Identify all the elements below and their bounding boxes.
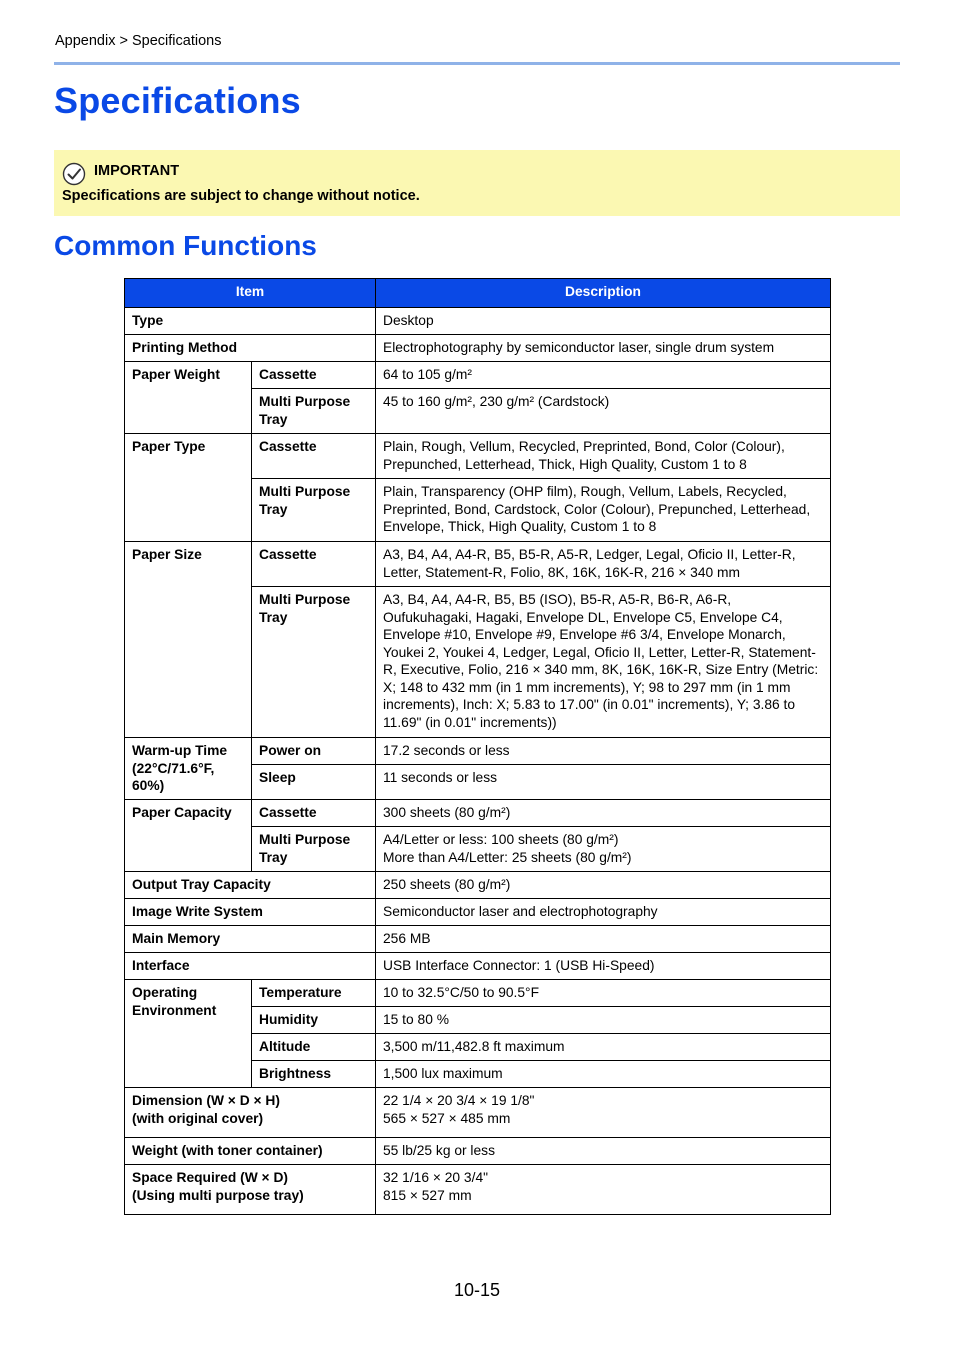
sub-item-cell: Multi Purpose Tray: [252, 479, 376, 542]
table-row: [125, 872, 831, 899]
table-row: [125, 899, 831, 926]
sub-item-cell: Cassette: [252, 800, 376, 827]
page-number: 10-15: [453, 1280, 501, 1300]
description-cell: 22 1/4 × 20 3/4 × 19 1/8" 565 × 527 × 485 mm: [376, 1088, 831, 1138]
important-label: IMPORTANT: [94, 163, 180, 179]
description-cell: A3, B4, A4, A4-R, B5, B5 (ISO), B5-R, A5-R, B6-R, A6-R, Oufukuhagaki, Hagaki, Envelope DL, Envelope C5, Envelope C4, Envelope #10, Envelope #9, Envelope #6 3/4, Envelope Monarch, Youkei 2, Youkei 4, Ledger, Legal, Oficio II, Letter, Letter-R, Statement-R, Executive, Folio, 216 × 340 mm, 8K, 16K, 16K-R, Size Entry (Metric: X; 148 to 432 mm (in 1 mm increments), Y; 98 to 297 mm (in 1 mm increments), Inch: X; 5.83 to 17.00" (in 0.01" increments), Y; 3.86 to 11.69" (in 0.01" increments)): [376, 587, 831, 738]
table-row: [125, 1088, 831, 1138]
item-cell: Printing Method: [125, 335, 376, 362]
sub-item-cell: Temperature: [252, 980, 376, 1007]
description-cell: 256 MB: [376, 926, 831, 953]
section-title: Common Functions: [54, 230, 317, 261]
breadcrumb: Appendix > Specifications: [55, 33, 222, 49]
important-text: Specifications are subject to change without notice.: [62, 188, 420, 204]
description-cell: 15 to 80 %: [376, 1007, 831, 1034]
table-row: [125, 800, 831, 827]
item-cell: Paper Size: [125, 542, 252, 738]
description-cell: 11 seconds or less: [376, 765, 831, 800]
description-cell: Electrophotography by semiconductor laser, single drum system: [376, 335, 831, 362]
item-cell: Paper Weight: [125, 362, 252, 434]
table-row: [125, 953, 831, 980]
item-cell: Main Memory: [125, 926, 376, 953]
table-row: [125, 434, 831, 479]
sub-item-cell: Sleep: [252, 765, 376, 800]
description-cell: 17.2 seconds or less: [376, 738, 831, 765]
table-row: [125, 542, 831, 587]
sub-item-cell: Power on: [252, 738, 376, 765]
item-cell: Weight (with toner container): [125, 1138, 376, 1165]
sub-item-cell: Multi Purpose Tray: [252, 587, 376, 738]
header-description: Description: [376, 279, 831, 308]
page-title: Specifications: [54, 80, 301, 121]
item-cell: Space Required (W × D) (Using multi purpose tray): [125, 1165, 376, 1215]
header-item: Item: [125, 279, 376, 308]
item-cell: Operating Environment: [125, 980, 252, 1088]
table-header-row: [125, 279, 831, 308]
table-row: [125, 926, 831, 953]
item-cell: Warm-up Time (22°C/71.6°F, 60%): [125, 738, 252, 800]
important-note: [54, 150, 900, 216]
description-cell: Desktop: [376, 308, 831, 335]
header-rule: [54, 62, 900, 65]
spec-table-body: [125, 308, 831, 1215]
description-cell: Plain, Rough, Vellum, Recycled, Preprinted, Bond, Color (Colour), Prepunched, Letterhead, Thick, High Quality, Custom 1 to 8: [376, 434, 831, 479]
description-cell: 64 to 105 g/m²: [376, 362, 831, 389]
sub-item-cell: Multi Purpose Tray: [252, 827, 376, 872]
description-cell: Plain, Transparency (OHP film), Rough, Vellum, Labels, Recycled, Preprinted, Bond, Cardstock, Color (Colour), Prepunched, Letterhead, Envelope, Thick, High Quality, Custom 1 to 8: [376, 479, 831, 542]
check-circle-icon: [62, 162, 86, 186]
description-cell: 10 to 32.5°C/50 to 90.5°F: [376, 980, 831, 1007]
description-cell: 3,500 m/11,482.8 ft maximum: [376, 1034, 831, 1061]
sub-item-cell: Cassette: [252, 362, 376, 389]
spec-table: [124, 278, 831, 1215]
sub-item-cell: Humidity: [252, 1007, 376, 1034]
description-cell: 300 sheets (80 g/m²): [376, 800, 831, 827]
item-cell: Paper Type: [125, 434, 252, 542]
sub-item-cell: Multi Purpose Tray: [252, 389, 376, 434]
sub-item-cell: Cassette: [252, 542, 376, 587]
sub-item-cell: Altitude: [252, 1034, 376, 1061]
description-cell: A4/Letter or less: 100 sheets (80 g/m²) More than A4/Letter: 25 sheets (80 g/m²): [376, 827, 831, 872]
item-cell: Dimension (W × D × H) (with original cover): [125, 1088, 376, 1138]
description-cell: 45 to 160 g/m², 230 g/m² (Cardstock): [376, 389, 831, 434]
description-cell: A3, B4, A4, A4-R, B5, B5-R, A5-R, Ledger, Legal, Oficio II, Letter-R, Letter, Statement-R, Folio, 8K, 16K, 16K-R, 216 × 340 mm: [376, 542, 831, 587]
item-cell: Interface: [125, 953, 376, 980]
description-cell: Semiconductor laser and electrophotography: [376, 899, 831, 926]
description-cell: 55 lb/25 kg or less: [376, 1138, 831, 1165]
item-cell: Paper Capacity: [125, 800, 252, 872]
sub-item-cell: Cassette: [252, 434, 376, 479]
table-row: [125, 738, 831, 765]
item-cell: Type: [125, 308, 376, 335]
table-row: [125, 1138, 831, 1165]
description-cell: 250 sheets (80 g/m²): [376, 872, 831, 899]
table-row: [125, 335, 831, 362]
table-row: [125, 308, 831, 335]
table-row: [125, 1165, 831, 1215]
item-cell: Output Tray Capacity: [125, 872, 376, 899]
description-cell: USB Interface Connector: 1 (USB Hi-Speed): [376, 953, 831, 980]
table-row: [125, 362, 831, 389]
description-cell: 32 1/16 × 20 3/4" 815 × 527 mm: [376, 1165, 831, 1215]
description-cell: 1,500 lux maximum: [376, 1061, 831, 1088]
table-row: [125, 980, 831, 1007]
item-cell: Image Write System: [125, 899, 376, 926]
sub-item-cell: Brightness: [252, 1061, 376, 1088]
